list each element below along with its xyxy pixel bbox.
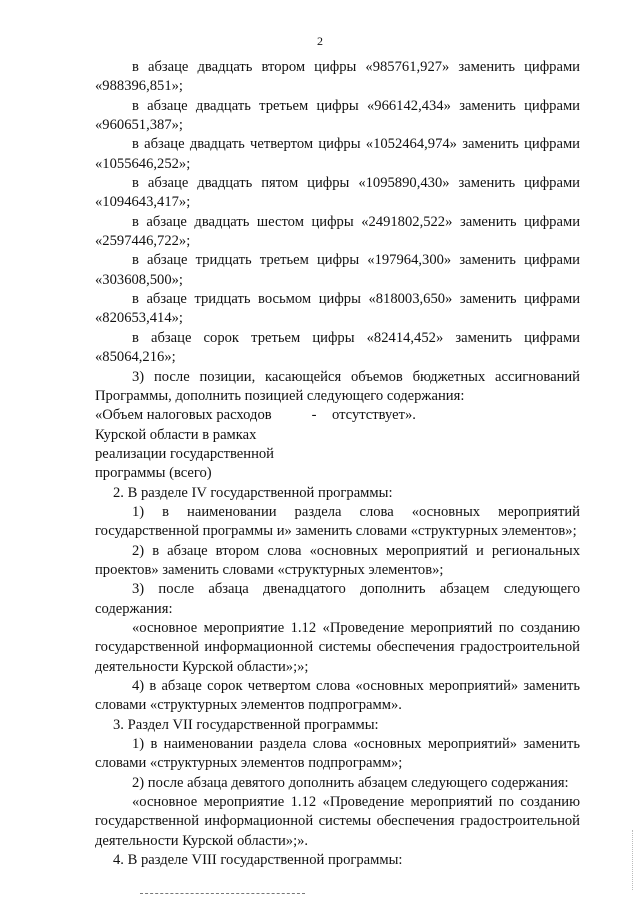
paragraph: 4) в абзаце сорок четвертом слова «основных мероприятий» заменить словами «структурных элементов подпрограмм». xyxy=(95,678,580,714)
scan-edge-mark xyxy=(632,830,634,890)
section-heading: 4. В разделе VIII государственной программы: xyxy=(113,852,403,869)
paragraph: в абзаце двадцать втором цифры «985761,927» заменить цифрами «988396,851»; xyxy=(95,59,580,95)
paragraph: 1) в наименовании раздела слова «основных мероприятий» заменить словами «структурных элементов подпрограмм»; xyxy=(95,736,580,772)
paragraph: в абзаце двадцать шестом цифры «2491802,522» заменить цифрами «2597446,722»; xyxy=(95,213,580,250)
paragraph: в абзаце тридцать третьем цифры «197964,300» заменить цифрами «303608,500»; xyxy=(95,252,580,288)
section-heading: 3. Раздел VII государственной программы: xyxy=(113,716,379,733)
table-value-cell: отсутствует». xyxy=(332,407,416,424)
table-dash: - xyxy=(311,407,317,424)
paragraph: в абзаце сорок третьем цифры «82414,452» заменить цифрами «85064,216»; xyxy=(95,329,580,366)
paragraph: в абзаце двадцать четвертом цифры «1052464,974» заменить цифрами «1055646,252»; xyxy=(95,136,580,172)
inserted-position-table xyxy=(95,406,580,483)
paragraph: 1) в наименовании раздела слова «основных мероприятий государственной программы и» заменить словами «структурных элементов»; xyxy=(95,503,580,540)
table-label-cell: «Объем налоговых расходов Курской области в рамках реализации государственной программы (всего) xyxy=(95,407,274,482)
paragraph: 2) в абзаце втором слова «основных мероприятий и региональных проектов» заменить словами «структурных элементов»; xyxy=(95,542,580,578)
paragraph: в абзаце двадцать третьем цифры «966142,434» заменить цифрами «960651,387»; xyxy=(95,97,580,134)
paragraph: «основное мероприятие 1.12 «Проведение мероприятий по созданию государственной информационной системы обеспечения градостроительной деятельности Курской области»;»; xyxy=(95,619,580,675)
paragraph: 3) после позиции, касающейся объемов бюджетных ассигнований Программы, дополнить позицией следующего содержания: xyxy=(95,368,580,404)
paragraph: «основное мероприятие 1.12 «Проведение мероприятий по созданию государственной информационной системы обеспечения градостроительной деятельности Курской области»;». xyxy=(95,794,580,849)
document-body xyxy=(95,58,580,870)
paragraph: в абзаце тридцать восьмом цифры «818003,650» заменить цифрами «820653,414»; xyxy=(95,291,580,327)
page-number: 2 xyxy=(317,34,323,48)
paragraph: 2) после абзаца девятого дополнить абзацем следующего содержания: xyxy=(132,774,569,791)
paragraph: 3) после абзаца двенадцатого дополнить абзацем следующего содержания: xyxy=(95,581,580,617)
footer-scan-line xyxy=(140,893,305,894)
paragraph: в абзаце двадцать пятом цифры «1095890,430» заменить цифрами «1094643,417»; xyxy=(95,175,580,211)
section-heading: 2. В разделе IV государственной программы: xyxy=(113,484,393,501)
